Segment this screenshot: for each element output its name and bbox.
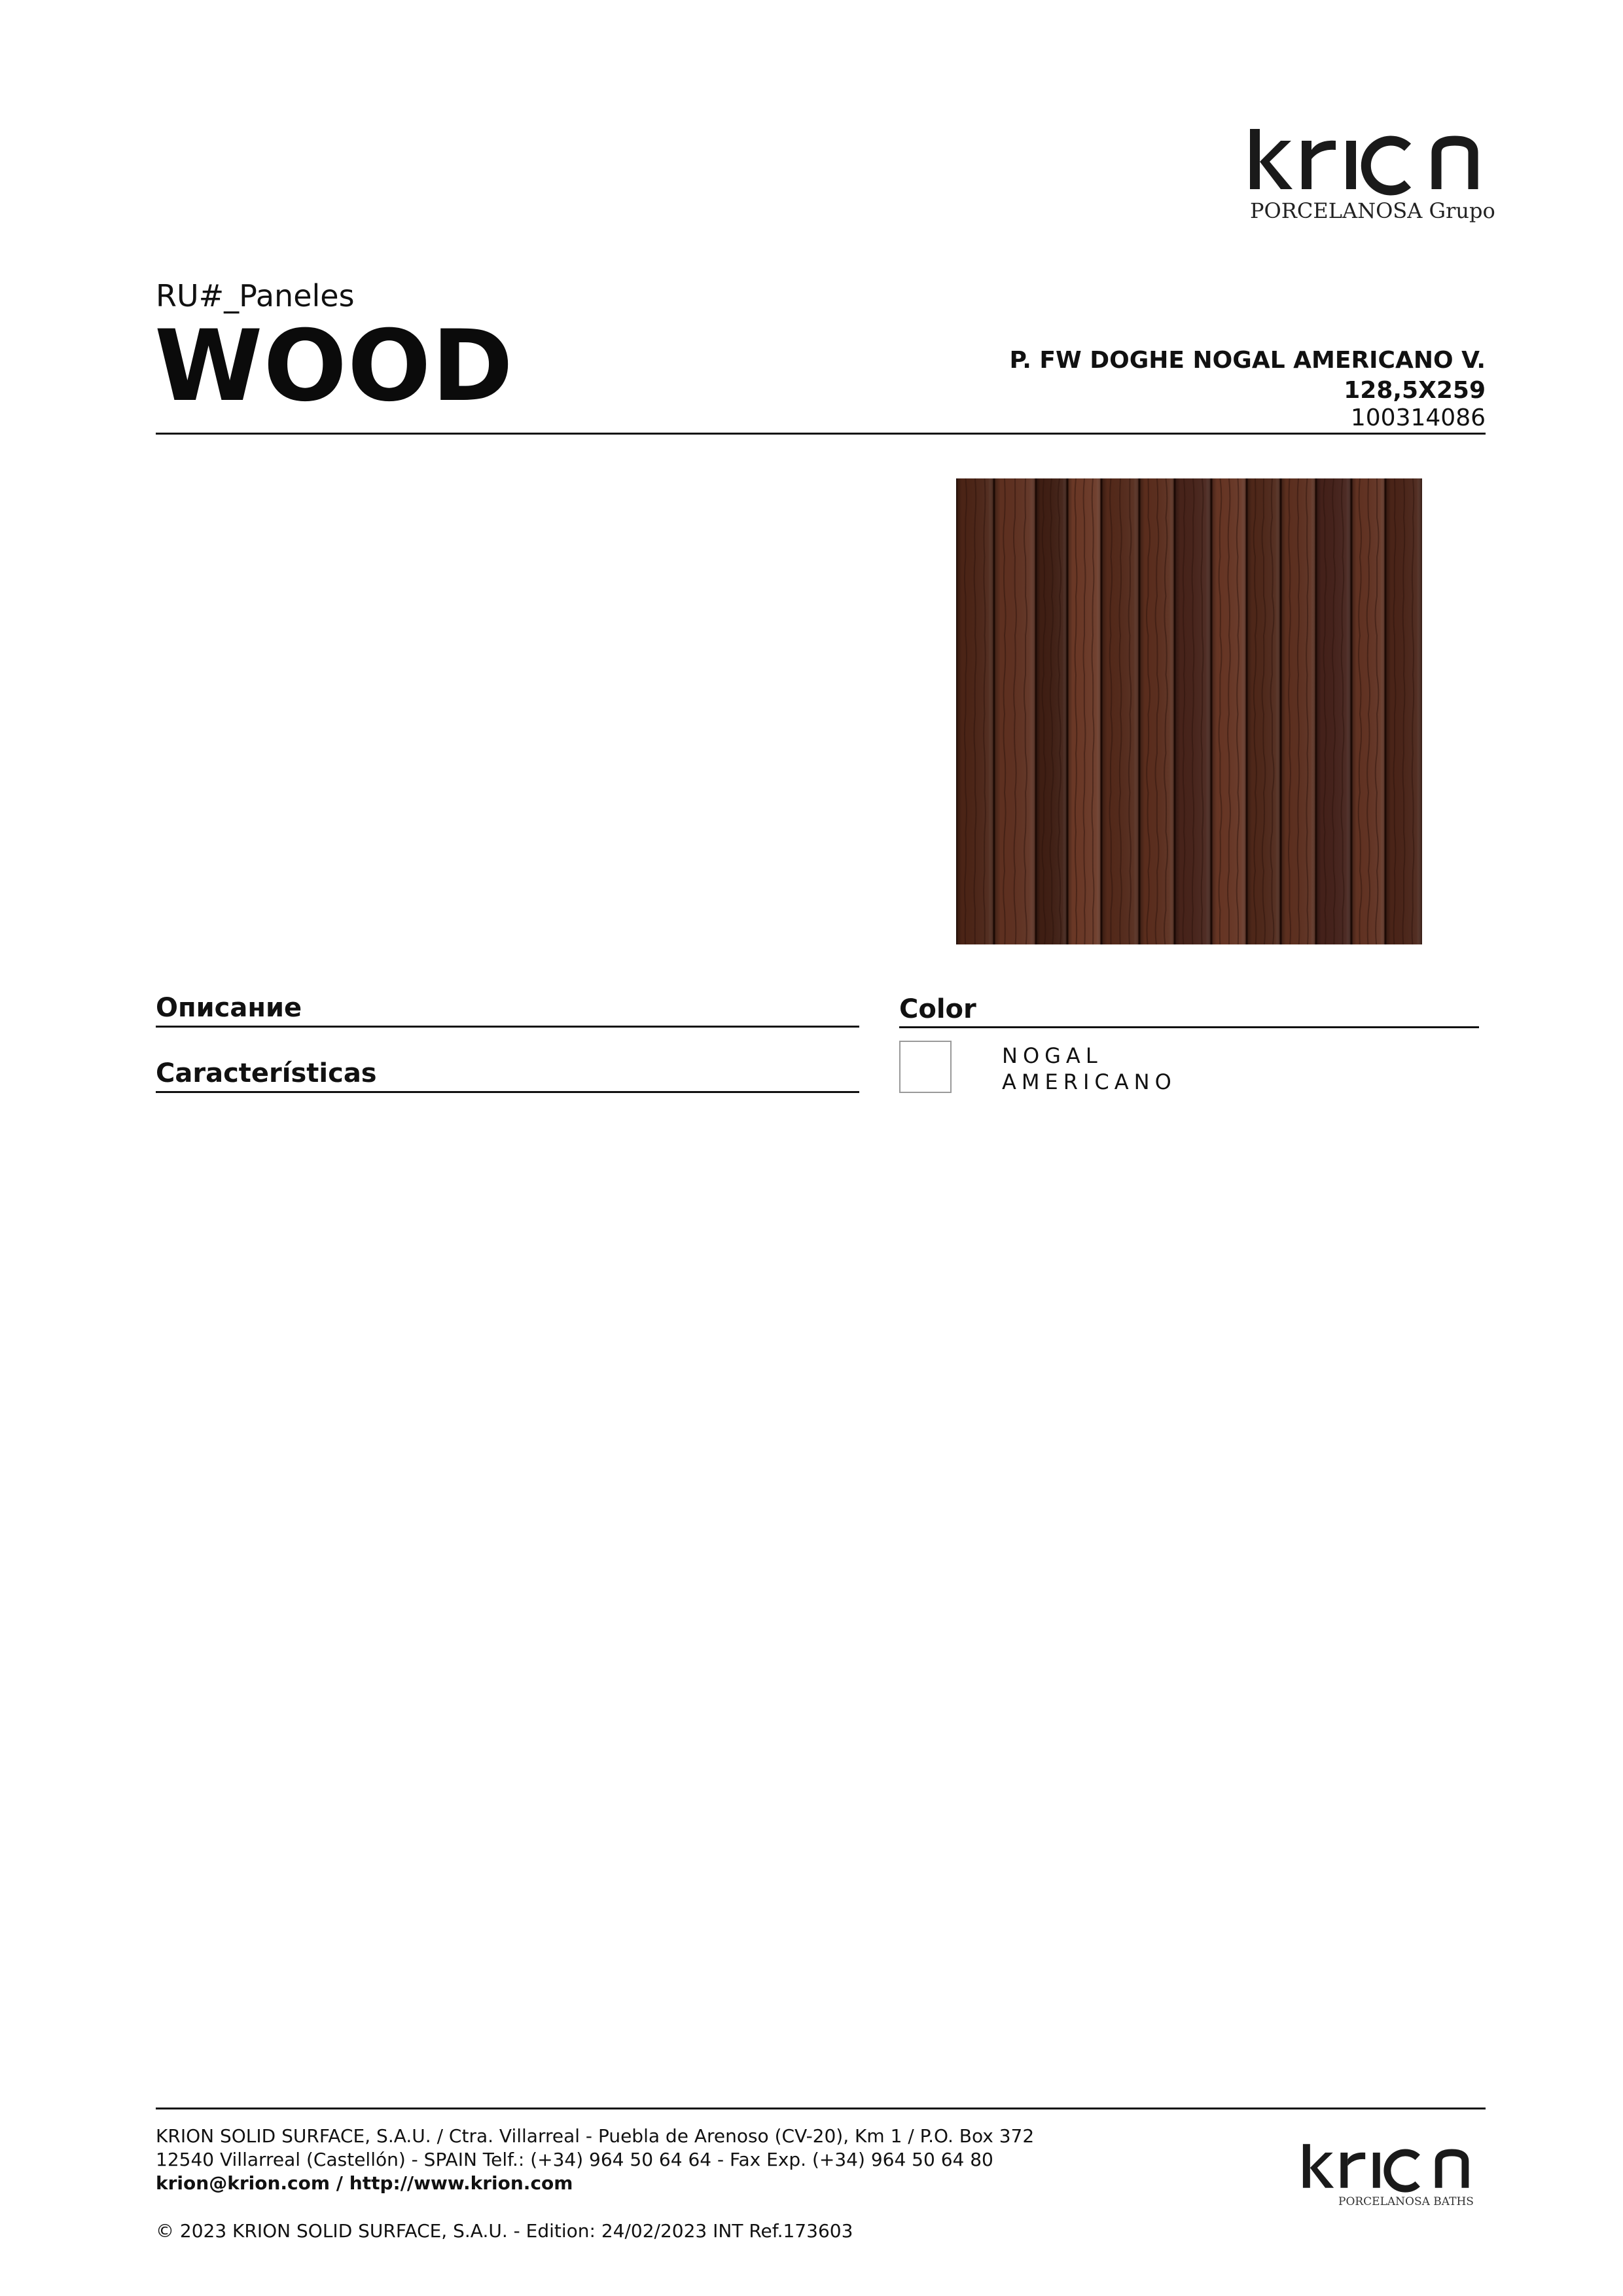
logo-subtitle: PORCELANOSA Grupo — [1250, 198, 1495, 223]
footer-address-line1: KRION SOLID SURFACE, S.A.U. / Ctra. Villarreal - Puebla de Arenoso (CV-20), Km 1 / P.O. Box 372 — [156, 2125, 1035, 2147]
product-code: 100314086 — [1350, 404, 1486, 431]
color-name-line1: NOGAL — [1002, 1043, 1103, 1068]
product-name-line2: 128,5X259 — [1344, 377, 1486, 404]
description-heading: Описание — [156, 993, 302, 1023]
features-heading: Características — [156, 1058, 377, 1088]
krion-logo-footer-mark — [1299, 2140, 1476, 2193]
color-heading: Color — [899, 994, 976, 1024]
color-swatch — [899, 1041, 952, 1093]
footer-copyright: © 2023 KRION SOLID SURFACE, S.A.U. - Edition: 24/02/2023 INT Ref.173603 — [156, 2220, 853, 2242]
product-image — [956, 478, 1422, 944]
features-divider — [156, 1091, 859, 1093]
footer-divider — [156, 2108, 1486, 2109]
header-divider — [156, 433, 1486, 435]
description-divider — [156, 1026, 859, 1028]
color-divider — [899, 1026, 1479, 1028]
product-name-line1: P. FW DOGHE NOGAL AMERICANO V. — [1009, 347, 1486, 374]
category-label: RU#_Paneles — [156, 278, 355, 314]
krion-logo — [1247, 121, 1495, 232]
product-name — [831, 346, 1486, 406]
color-name — [1002, 1043, 1177, 1095]
footer-logo-subtitle: PORCELANOSA BATHS — [1338, 2195, 1474, 2208]
krion-logo-footer — [1299, 2140, 1476, 2212]
footer-address-line2: 12540 Villarreal (Castellón) - SPAIN Telf.: (+34) 964 50 64 64 - Fax Exp. (+34) 964 50 64 80 — [156, 2149, 993, 2170]
page-title: WOOD — [154, 310, 514, 423]
footer-contact[interactable]: krion@krion.com / http://www.krion.com — [156, 2172, 573, 2194]
color-name-line2: AMERICANO — [1002, 1069, 1177, 1094]
wood-panel-image — [956, 478, 1422, 944]
